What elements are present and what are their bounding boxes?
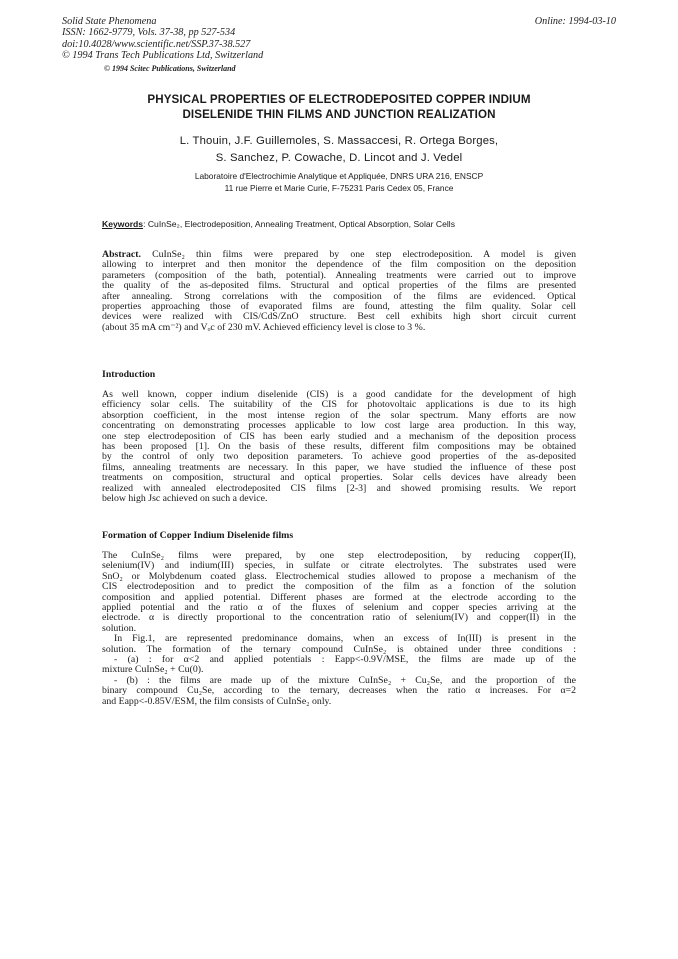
intro-line: concentrating on demonstrating processes applicable to low cost large area production. In this way, [102, 421, 576, 432]
formation-heading: Formation of Copper Indium Diselenide films [102, 530, 294, 541]
formation-line: CIS electrodeposition and to predict the composition of the film as a fonction of the solution [102, 582, 576, 593]
abstract-line: (about 35 mA cm⁻²) and Vₒc of 230 mV. Achieved efficiency level is close to 3 %. [102, 322, 426, 333]
author-line: L. Thouin, J.F. Guillemoles, S. Massaccesi, R. Ortega Borges, [179, 135, 499, 147]
formation-line: - (b) : the films are made up of the mixture CuInSe₂ + Cu₂Se, and the proportion of the [114, 675, 576, 686]
introduction-heading: Introduction [102, 369, 156, 380]
abstract-paragraph [102, 250, 576, 333]
formation-line: binary compound Cu₂Se, according to the ternary, decreases when the ratio α increases. For α=2 [102, 686, 576, 697]
formation-line: and Eapp<-0.85V/ESM, the film consists of CuInSe₂ only. [102, 696, 332, 707]
formation-line: solution. [102, 623, 137, 634]
paper-title [62, 92, 616, 122]
formation-line: applied potential and the ratio α of the fluxes of selenium and copper species arriving at the [102, 603, 576, 614]
intro-line: treatments on composition, structural and optical properties. Solar cells devices have already been [102, 473, 576, 484]
formation-line: electrode. α is directly proportional to the concentration ratio of selenium(IV) and copper(II) in the [102, 613, 576, 624]
abstract-line: devices were realized with CIS/CdS/ZnO structure. Best cell exhibits high short circuit current [102, 312, 576, 323]
formation-line: solution. The formation of the ternary compound CuInSe₂ is obtained under three conditions : [102, 644, 576, 655]
introduction-paragraph [102, 390, 576, 504]
formation-line: - (a) : for α<2 and applied potentials : Eapp<-0.9V/MSE, the films are made up of the [114, 655, 576, 666]
author-list [62, 133, 616, 167]
formation-paragraph [102, 551, 576, 707]
online-date: Online: 1994-03-10 [534, 16, 616, 27]
intro-line: one step electrodeposition of CIS has been early studied and a mechanism of the deposition process [102, 431, 576, 442]
formation-line: selenium(IV) and indium(III) species, in sulfate or citrate electrolytes. The substrates used were [102, 561, 576, 572]
keywords-text: : CuInSe₂, Electrodeposition, Annealing Treatment, Optical Absorption, Solar Cells [143, 219, 456, 229]
abstract-line: the quality of the as-deposited films. Structural and optical properties of the films are presented [102, 281, 576, 292]
keywords-line [102, 219, 455, 229]
intro-line: efficiency solar cells. The suitability of the CIS for photovoltaic applications is due to its high [102, 400, 576, 411]
title-line: PHYSICAL PROPERTIES OF ELECTRODEPOSITED COPPER INDIUM [147, 93, 531, 106]
abstract-line: after annealing. Strong correlations with the composition of the films are evidenced. Optical [102, 291, 576, 302]
intro-line: As well known, copper indium diselenide (CIS) is a good candidate for the development of high [102, 390, 576, 400]
abstract-line: properties approaching those of evaporated films are found, attesting the film quality. Solar cell [102, 302, 576, 313]
formation-line: composition and applied potential. Different phases are formed at the electrode according to the [102, 592, 576, 603]
abstract-line: CuInSe₂ thin films were prepared by one step electrodeposition. A model is given [140, 250, 576, 260]
intro-line: absorption coefficient, in the most intense region of the solar spectrum. Many efforts are now [102, 410, 576, 421]
issn-line: ISSN: 1662-9779, Vols. 37-38, pp 527-534 [62, 27, 236, 39]
journal-name: Solid State Phenomena [62, 16, 157, 27]
abstract-line: parameters (composition of the bath, potential). Annealing treatments were carried out to improve [102, 270, 576, 281]
formation-line: The CuInSe₂ films were prepared, by one step electrodeposition, by reducing copper(II), [102, 551, 576, 561]
copyright-line: © 1994 Trans Tech Publications Ltd, Switzerland [62, 50, 264, 62]
intro-line: has been proposed [1]. On the basis of these results, different film compositions may be obtained [102, 442, 576, 453]
intro-line: films, annealing treatments are necessary. In this paper, we have studied the influence of these post [102, 462, 576, 473]
doi-line: doi:10.4028/www.scientific.net/SSP.37-38.527 [62, 38, 251, 50]
affiliation [62, 170, 616, 194]
formation-line: mixture CuInSe₂ + Cu(0). [102, 665, 204, 676]
intro-line: realized with annealed electrodeposited CIS films [2-3] and showed promising results. We report [102, 483, 576, 494]
author-line: S. Sanchez, P. Cowache, D. Lincot and J. Vedel [215, 152, 463, 164]
title-line: DISELENIDE THIN FILMS AND JUNCTION REALIZATION [182, 108, 496, 121]
intro-line: by the control of only two deposition parameters. To achieve good properties of the as-deposited [102, 452, 576, 463]
affiliation-line: 11 rue Pierre et Marie Curie, F-75231 Paris Cedex 05, France [224, 183, 454, 193]
publisher-note: © 1994 Scitec Publications, Switzerland [104, 63, 236, 73]
intro-line: below high Jsc achieved on such a device. [102, 494, 268, 505]
abstract-label: Abstract. [102, 250, 141, 260]
formation-line: In Fig.1, are represented predominance domains, when an excess of In(III) is present in the [114, 634, 576, 645]
journal-metadata [62, 16, 263, 74]
abstract-line: allowing to interpret and then monitor the dependence of the film composition on the deposition [102, 260, 576, 271]
formation-line: SnO₂ or Molybdenum coated glass. Electrochemical studies allowed to propose a mechanism of the [102, 571, 576, 582]
affiliation-line: Laboratoire d'Electrochimie Analytique et Appliquée, DNRS URA 216, ENSCP [194, 171, 484, 181]
keywords-label: Keywords [102, 219, 144, 229]
